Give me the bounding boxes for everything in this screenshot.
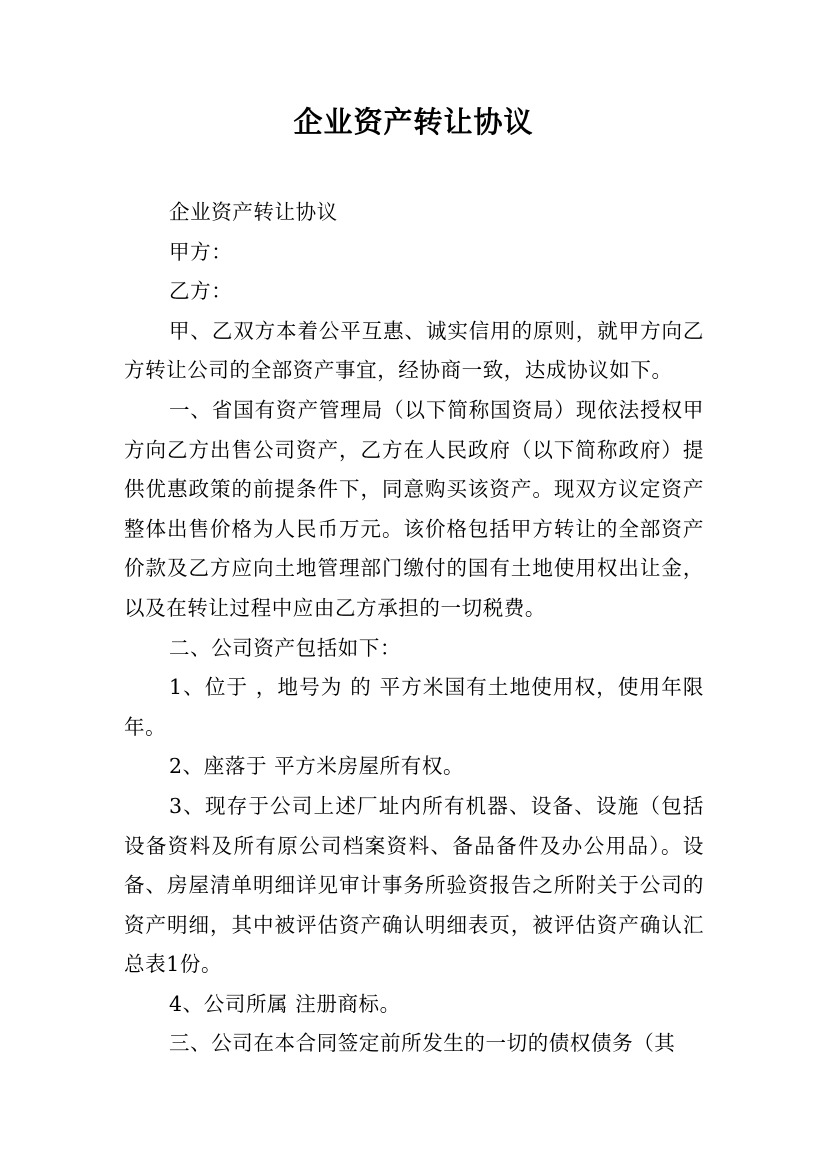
paragraph-item-2: 2、座落于 平方米房屋所有权。	[169, 754, 465, 779]
paragraph-heading: 企业资产转让协议	[169, 200, 338, 224]
document-body	[124, 193, 704, 1064]
paragraph-item-3: 3、现存于公司上述厂址内所有机器、设备、设施（包括设备资料及所有原公司档案资料、备品备件及办公用品）。设备、房屋清单明细详见审计事务所验资报告之所附关于公司的资产明细，其中被评估资产确认明细表页，被评估资产确认汇总表1份。	[124, 793, 704, 977]
paragraph-preamble: 甲、乙双方本着公平互惠、诚实信用的原则，就甲方向乙方转让公司的全部资产事宜，经协商一致，达成协议如下。	[124, 318, 704, 383]
document-title: 企业资产转让协议	[293, 105, 534, 139]
paragraph-item-1: 1、位于 ，地号为 的 平方米国有土地使用权，使用年限年。	[124, 675, 704, 739]
paragraph-item-4: 4、公司所属 注册商标。	[169, 991, 401, 1016]
paragraph-party-a: 甲方：	[169, 239, 233, 264]
paragraph-clause-3: 三、公司在本合同签定前所发生的一切的债权债务（其	[169, 1031, 676, 1056]
paragraph-clause-2: 二、公司资产包括如下：	[169, 635, 402, 660]
paragraph-clause-1: 一、省国有资产管理局（以下简称国资局）现依法授权甲方向乙方出售公司资产，乙方在人民政府（以下简称政府）提供优惠政策的前提条件下，同意购买该资产。现双方议定资产整体出售价格为人民币万元。该价格包括甲方转让的全部资产价款及乙方应向土地管理部门缴付的国有土地使用权出让金，以及在转让过程中应由乙方承担的一切税费。	[124, 397, 704, 620]
paragraph-party-b: 乙方：	[169, 279, 233, 304]
